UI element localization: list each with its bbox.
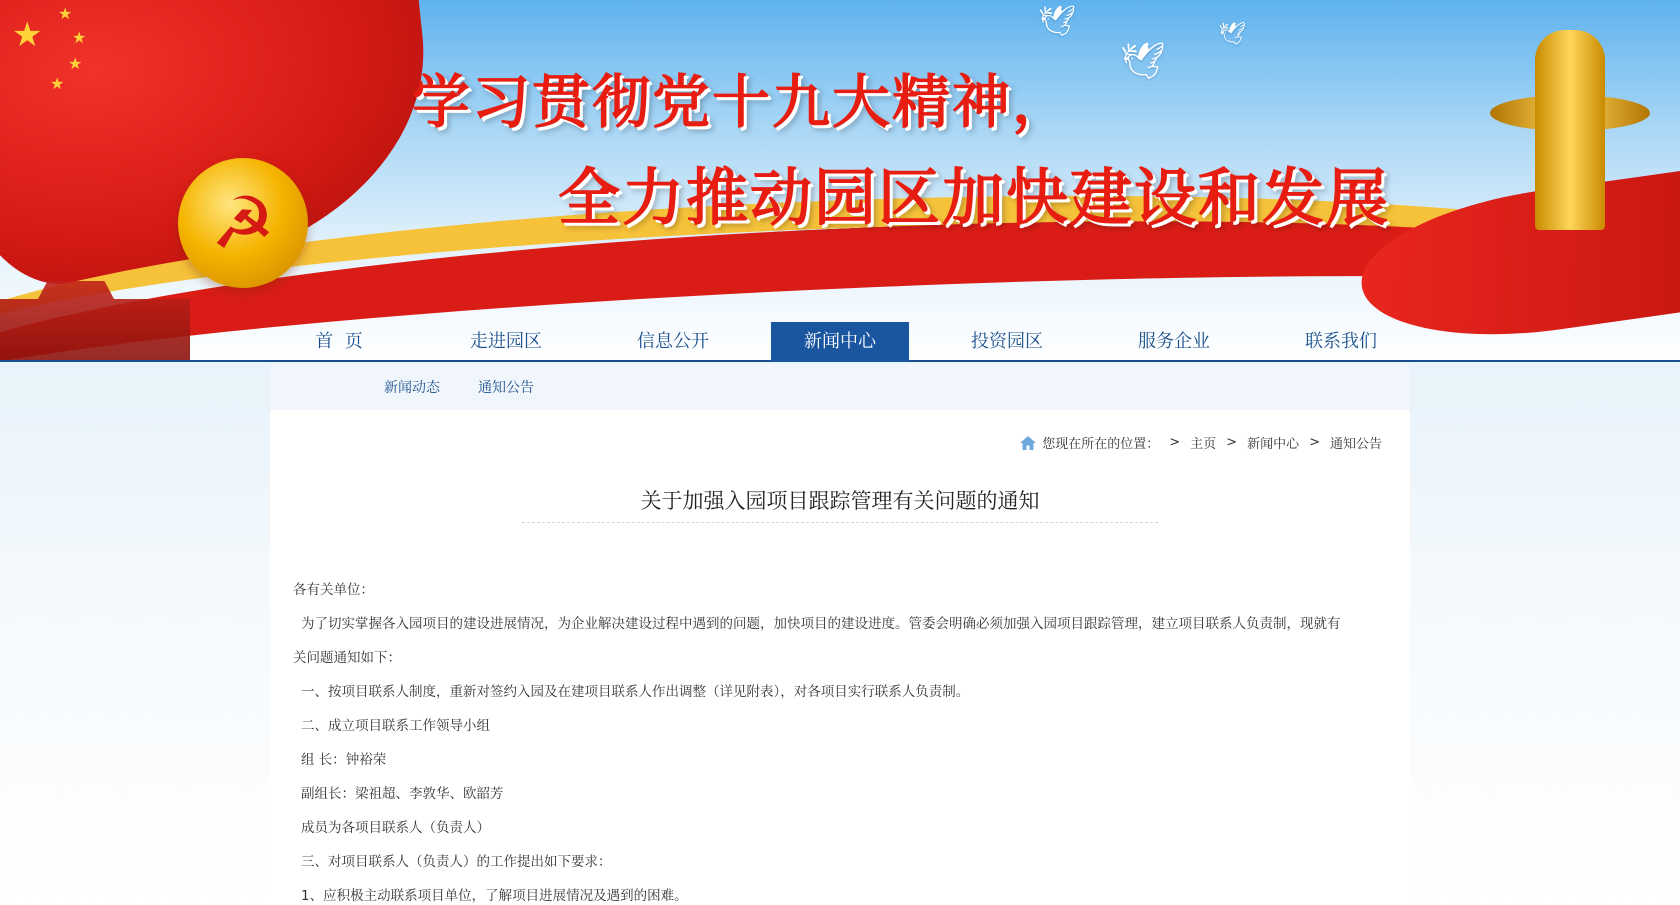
dove-icon: 🕊: [1120, 41, 1166, 82]
breadcrumb-separator: >: [1226, 435, 1238, 450]
article-paragraph: 1、应积极主动联系项目单位，了解项目进展情况及遇到的困难。: [301, 888, 688, 904]
article-paragraph: 组 长：钟裕荣: [301, 752, 387, 768]
star-icon: ★: [58, 4, 73, 23]
article-body: [293, 573, 1393, 905]
dove-icon: 🕊: [1038, 4, 1077, 39]
breadcrumb-link-notices[interactable]: 通知公告: [1329, 437, 1382, 452]
main-nav: [0, 322, 1680, 362]
banner-slogan-line1: 学习贯彻党十九大精神，: [412, 68, 1073, 136]
sub-nav: [270, 364, 1410, 410]
subnav-item-notices[interactable]: 通知公告: [478, 380, 534, 396]
star-icon: ★: [12, 15, 43, 55]
article-paragraph: 二、成立项目联系工作领导小组: [301, 718, 490, 734]
home-icon: [1020, 436, 1036, 450]
nav-item-contact[interactable]: 联系我们: [1305, 331, 1377, 352]
star-icon: ★: [50, 74, 65, 93]
article-paragraph: 成员为各项目联系人（负责人）: [301, 820, 490, 836]
nav-item-home[interactable]: 首 页: [315, 331, 363, 352]
content-panel: [270, 410, 1410, 905]
article-paragraph: 为了切实掌握各入园项目的建设进展情况，为企业解决建设过程中遇到的问题，加快项目的建设进度。管委会明确必须加强入园项目跟踪管理，建立项目联系人负责制，现就有: [301, 616, 1341, 632]
article-paragraph: 各有关单位：: [293, 582, 374, 598]
nav-item-info-disclosure[interactable]: 信息公开: [637, 331, 709, 352]
nav-item-invest[interactable]: 投资园区: [971, 331, 1043, 352]
banner-slogan-line2: 全力推动园区加快建设和发展: [558, 161, 1391, 234]
header-banner: [0, 0, 1680, 362]
nav-item-enterprise-services[interactable]: 服务企业: [1138, 331, 1210, 352]
nav-item-about-park[interactable]: 走进园区: [470, 331, 542, 352]
star-icon: ★: [72, 28, 87, 47]
article-paragraph: 一、按项目联系人制度，重新对签约入园及在建项目联系人作出调整（详见附表），对各项目实行联系人负责制。: [301, 684, 970, 700]
breadcrumb: [1020, 433, 1382, 452]
title-divider: [522, 522, 1158, 523]
article-paragraph: 副组长：梁祖超、李敦华、欧韶芳: [301, 786, 504, 802]
star-icon: ★: [68, 54, 83, 73]
breadcrumb-link-news-center[interactable]: 新闻中心: [1247, 437, 1300, 452]
breadcrumb-separator: >: [1169, 435, 1181, 450]
dove-icon: 🕊: [1218, 22, 1246, 47]
party-emblem-icon: ☭: [178, 158, 308, 288]
nav-item-news-center[interactable]: 新闻中心: [771, 322, 909, 362]
article-paragraph: 关问题通知如下：: [293, 650, 401, 666]
breadcrumb-separator: >: [1309, 435, 1320, 450]
breadcrumb-link-home[interactable]: 主页: [1190, 437, 1217, 452]
breadcrumb-prefix: 您现在所在的位置：: [1042, 437, 1160, 452]
huabiao-pillar-graphic: [1535, 30, 1605, 230]
article-title: 关于加强入园项目跟踪管理有关问题的通知: [640, 489, 1040, 513]
article-paragraph: 三、对项目联系人（负责人）的工作提出如下要求：: [301, 854, 612, 870]
subnav-item-news[interactable]: 新闻动态: [384, 380, 440, 396]
